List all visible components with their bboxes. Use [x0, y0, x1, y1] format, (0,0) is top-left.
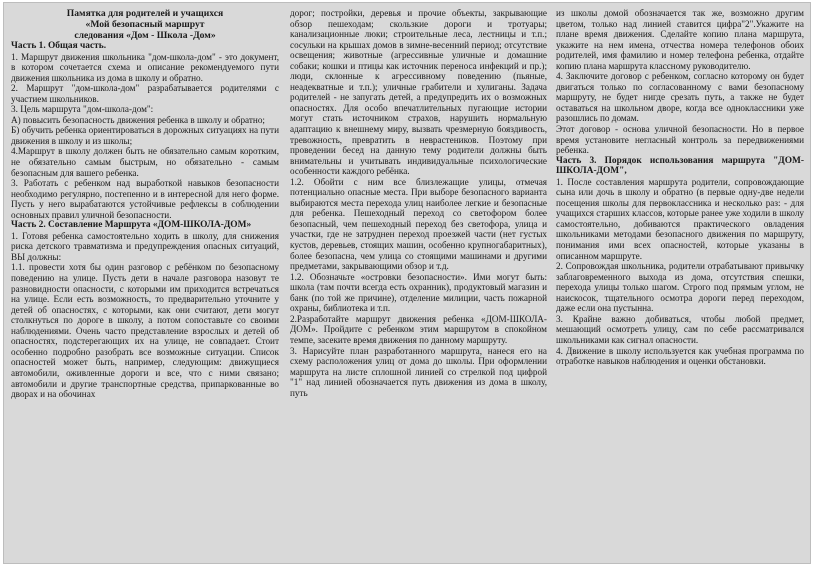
paragraph: 1. Готовя ребенка самостоятельно ходить в школу, для снижения риска детского травматизма и предупреждения опасных ситуаций, ВЫ должны: — [11, 230, 279, 262]
paragraph: 3. Крайне важно добиваться, чтобы любой предмет, мешающий осмотреть улицу, сам по себе рассматривался школьниками как сигнал опасности. — [556, 313, 804, 345]
paragraph: 3. Цель маршрута "дом-школа-дом": — [11, 104, 154, 115]
paragraph: 3. Работать с ребенком над выработкой навыков безопасности необходимо регулярно, постепенно и в интересной для него форме. Пусть у него вырабатаются устойчивые рефлексы в соблюдении основных правил уличной безопасности. — [11, 178, 279, 220]
paragraph: 2. Маршрут "дом-школа-дом" разрабатывается родителями с участием школьников. — [11, 83, 279, 104]
column-2 — [290, 8, 547, 560]
paragraph: 1.2. Обозначьте «островки безопасности». Ими могут быть: школа (там почти всегда есть охранник), продуктовый магазин и банк (по той же причине), отделение милиции, часть пожарной охраны, библиотека и т.п. — [290, 271, 547, 314]
memo-title-line-3: следования «Дом - Школа -Дом» — [74, 30, 216, 41]
memo-sheet — [3, 2, 811, 564]
paragraph: 1.2. Обойти с ним все близлежащие улицы, отмечая потенциально опасные места. При выборе безопасного варианта выбираются места перехода улиц наиболее легкие и безопасные для ребенка. Пешеходный переход со светофором более безопасный, чем пешеходный переход без светофора, улица и участки, где не затруднен переход проезжей части (нет густых кустов, деревьев, стоящих машин, особенно крупногабаритных), более безопасна, чем улица со стоящими машинами и другими предметами, закрывающими обзор и т.д. — [290, 176, 547, 272]
paragraph: 4. Заключите договор с ребенком, согласно которому он будет двигаться только по согласованному с вами безопасному маршруту, не будет нигде срезать путь, а также не будет оставаться на школьном дворе, когда все одноклассники уже разошлись по домам. — [556, 71, 804, 124]
paragraph: 1. Маршрут движения школьника "дом-школа-дом" - это документ, в котором сочетается схема и описание рекомендуемого пути движения школьника из дома в школу и обратно. — [11, 51, 279, 83]
paragraph: 3. Нарисуйте план разработанного маршрута, нанеся его на схему расположения улиц от дома до школы. При оформлении маршрута на листе сплошной линией со стрелкой под цифрой "1" над линией обозначается путь движения из дома в школу, путь — [290, 345, 547, 398]
paragraph: А) повысить безопасность движения ребенка в школу и обратно; — [11, 114, 265, 125]
part-2-heading: Часть 2. Составление Маршрута «ДОМ-ШКОЛА-ДОМ» — [11, 220, 252, 231]
paragraph: Б) обучить ребенка ориентироваться в дорожных ситуациях на пути движения в школу и из школы; — [11, 125, 279, 146]
column-3 — [556, 8, 804, 560]
paragraph: Этот договор - основа уличной безопасности. Но в первое время установите негласный контроль за передвижениями ребенка. — [556, 124, 804, 156]
paragraph: 2.Разработайте маршрут движения ребенка «ДОМ-ШКОЛА-ДОМ». Пройдите с ребенком этим маршрутом в спокойном темпе, засеките время движения по данному маршруту. — [290, 313, 547, 345]
part-1-heading: Часть 1. Общая часть. — [11, 41, 107, 51]
paragraph: 1.1. провести хотя бы один разговор с ребёнком по безопасному поведению на улице. Пусть дети в начале разговора назовут те разновидности опасности, с которыми им приходится встречаться на улице. Если есть возможность, то предварительно уточните у детей об опасностях, с которыми, как они считают, дети могут столкнуться по дороге в школу, а потом сопоставьте со своими наблюдениями. Очень часто представление взрослых и детей об опасностях, подстерегающих их на улице, не совпадает. Стоит особенно подробно разобрать все возможные ситуации. Список опасностей может быть, например, следующим: движущиеся автомобили, оживленные дороги и все, что с ними связано; автомобили и другие транспортные средства, припаркованные во дворах и на обочинах — [11, 262, 279, 400]
paragraph: из школы домой обозначается так же, возможно другим цветом, только над линией ставится цифра"2".Укажите на плане время движения. Сделайте копию плана маршрута, укажите на нем имена, отчества номера телефонов обоих родителей, имя фамилию и номер телефона ребенка, отдайте копию плана маршрута классному руководителю. — [556, 8, 804, 71]
paragraph: дорог; постройки, деревья и прочие объекты, закрывающие обзор пешеходам; скользкие дороги и тротуары; канализационные люки; строительные леса, лестницы и т.п.; сосульки на крышах домов в зимне-весенний период; отсутствие освещения; животные (агрессивные уличные и домашние собаки; кошки и птицы как источник переноса инфекций и пр.); люди, склонные к агрессивному поведению (пьяные, неадекватные и т.п.); уличные грабители и хулиганы. Задача родителей - не запугать детей, а предупредить их о возможных опасностях. Для особо впечатлительных пугающие истории могут стать источником страхов, нарушить нормальную адаптацию к внешнему миру, вызвать чрезмерную бояздивость, тревожность, превратить в неврастеников. Поэтому при проведении бесед на данную тему родители должны быть внимательны и учитывать индивидуальные психологические особенности каждого ребёнка. — [290, 8, 547, 177]
column-1 — [11, 8, 279, 560]
paragraph: 4.Маршрут в школу должен быть не обязательно самым коротким, не обязательно самым быстрым, но обязательно - самым безопасным для вашего ребенка. — [11, 146, 279, 178]
paragraph: 4. Движение в школу используется как учебная программа по отработке навыков наблюдения и оценки обстановки. — [556, 345, 804, 367]
part-3-heading: Часть 3. Порядок использования маршрута "ДОМ-ШКОЛА-ДОМ", — [556, 155, 804, 177]
paragraph: 2. Сопровождая школьника, родители отрабатывают привычку заблаговременного выхода из дома, отсутствия спешки, перехода улицы только шагом. Строго под прямым углом, не наискосок, тщательного осмотра дороги перед переходом, даже если она пустынна. — [556, 261, 804, 314]
memo-title-line-1: Памятка для родителей и учащихся — [66, 8, 224, 19]
paragraph: 1. После составления маршрута родители, сопровождающие сына или дочь в школу и обратно (в первые одну-две недели посещения школы для первоклассника и несколько раз: - для учащихся старших классов, которые ранее уже ходили в школу самостоятельно, добиваются практического овладения школьниками методами безопасного движения по маршруту, понимания ими всех опасностей, которые указаны в описанном маршруте. — [556, 176, 804, 261]
memo-title-line-2: «Мой безопасный маршрут — [85, 19, 205, 30]
